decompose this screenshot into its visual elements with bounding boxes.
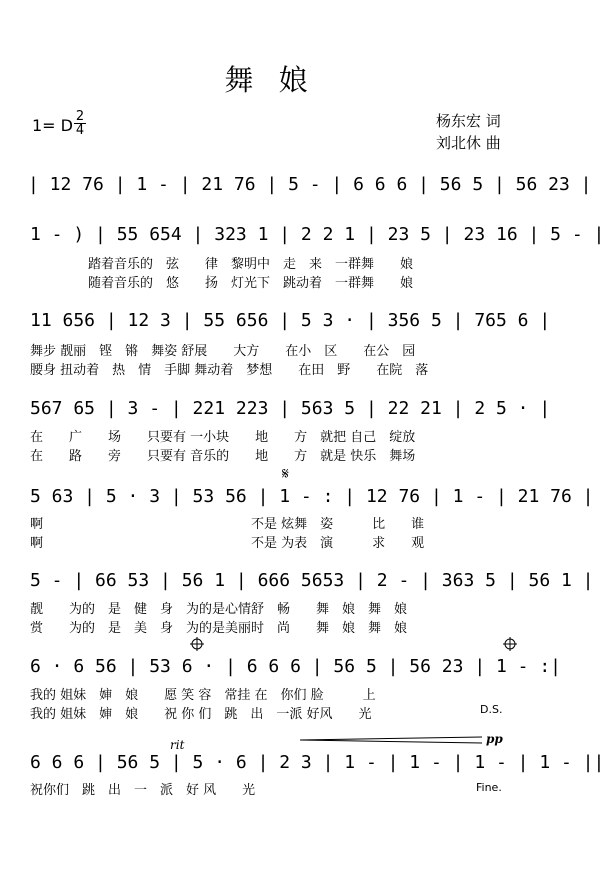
staff-row-8-lyric-1: 祝你们 跳 出 一 派 好 风 光 — [30, 783, 256, 798]
staff-row-6-lyric-2: 赏 为的 是 美 身 为的是美丽时 尚 舞 娘 舞 娘 — [30, 621, 408, 636]
staff-row-2-lyric-1: 踏着音乐的 弦 律 黎明中 走 来 一群舞 娘 — [88, 257, 414, 272]
staff-row-2-notes: 1 - ) | 55 654 | 323 1 | 2 2 1 | 23 5 | 23 16 | 5 - | — [30, 224, 604, 245]
time-denominator: 4 — [75, 123, 85, 138]
staff-row-6-notes: 5 - | 66 53 | 56 1 | 666 5653 | 2 - | 363 5 | 56 1 | — [30, 570, 594, 591]
staff-row-6-lyric-1: 靓 为的 是 健 身 为的是心情舒 畅 舞 娘 舞 娘 — [30, 602, 408, 617]
staff-row-5-lyric-2: 啊 不是 为表 演 求 观 — [30, 536, 425, 551]
fine-mark: Fine. — [476, 781, 502, 794]
composer-credit: 刘北休 曲 — [436, 134, 501, 152]
staff-row-5-notes: 5 63 | 5 · 3 | 53 56 | 1 - : | 12 76 | 1 - | 21 76 | — [30, 486, 594, 507]
staff-row-2-lyric-2: 随着音乐的 悠 扬 灯光下 跳动着 一群舞 娘 — [88, 276, 414, 291]
coda-icon-left — [190, 637, 204, 651]
staff-row-8-notes: 6 6 6 | 56 5 | 5 · 6 | 2 3 | 1 - | 1 - | 1 - | 1 - || — [30, 752, 604, 773]
key-signature: 1= D — [32, 116, 73, 135]
da-segno-mark: D.S. — [480, 703, 503, 716]
staff-row-5-lyric-1: 啊 不是 炫舞 姿 比 谁 — [30, 517, 425, 532]
staff-row-1-notes: | 12 76 | 1 - | 21 76 | 5 - | 6 6 6 | 56 5 | 56 23 | — [28, 174, 592, 195]
staff-row-3-notes: 11 656 | 12 3 | 55 656 | 5 3 · | 356 5 | 765 6 | — [30, 310, 551, 331]
coda-icon-right — [503, 637, 517, 651]
segno-icon: 𝄋 — [282, 464, 289, 483]
staff-row-4-notes: 567 65 | 3 - | 221 223 | 563 5 | 22 21 | 2 5 · | — [30, 398, 551, 419]
staff-row-4-lyric-2: 在 路 旁 只要有 音乐的 地 方 就是 快乐 舞场 — [30, 449, 416, 464]
lyricist-credit: 杨东宏 词 — [436, 112, 501, 130]
pianissimo-mark: pp — [486, 732, 503, 746]
diminuendo-hairpin — [300, 737, 482, 743]
time-numerator: 2 — [75, 109, 85, 124]
staff-row-3-lyric-1: 舞步 靓丽 铿 锵 舞姿 舒展 大方 在小 区 在公 园 — [30, 344, 416, 359]
song-title: 舞 娘 — [224, 63, 316, 97]
staff-row-4-lyric-1: 在 广 场 只要有 一小块 地 方 就把 自己 绽放 — [30, 430, 416, 445]
staff-row-7-notes: 6 · 6 56 | 53 6 · | 6 6 6 | 56 5 | 56 23 | 1 - :| — [30, 656, 562, 677]
staff-row-7-lyric-1: 我的 姐妹 婶 娘 愿 笑 容 常挂 在 你们 脸 上 — [30, 688, 376, 703]
staff-row-3-lyric-2: 腰身 扭动着 热 情 手脚 舞动着 梦想 在田 野 在院 落 — [30, 363, 429, 378]
ritardando-mark: rit — [170, 738, 185, 752]
staff-row-7-lyric-2: 我的 姐妹 婶 娘 祝 你 们 跳 出 一派 好风 光 — [30, 707, 372, 722]
